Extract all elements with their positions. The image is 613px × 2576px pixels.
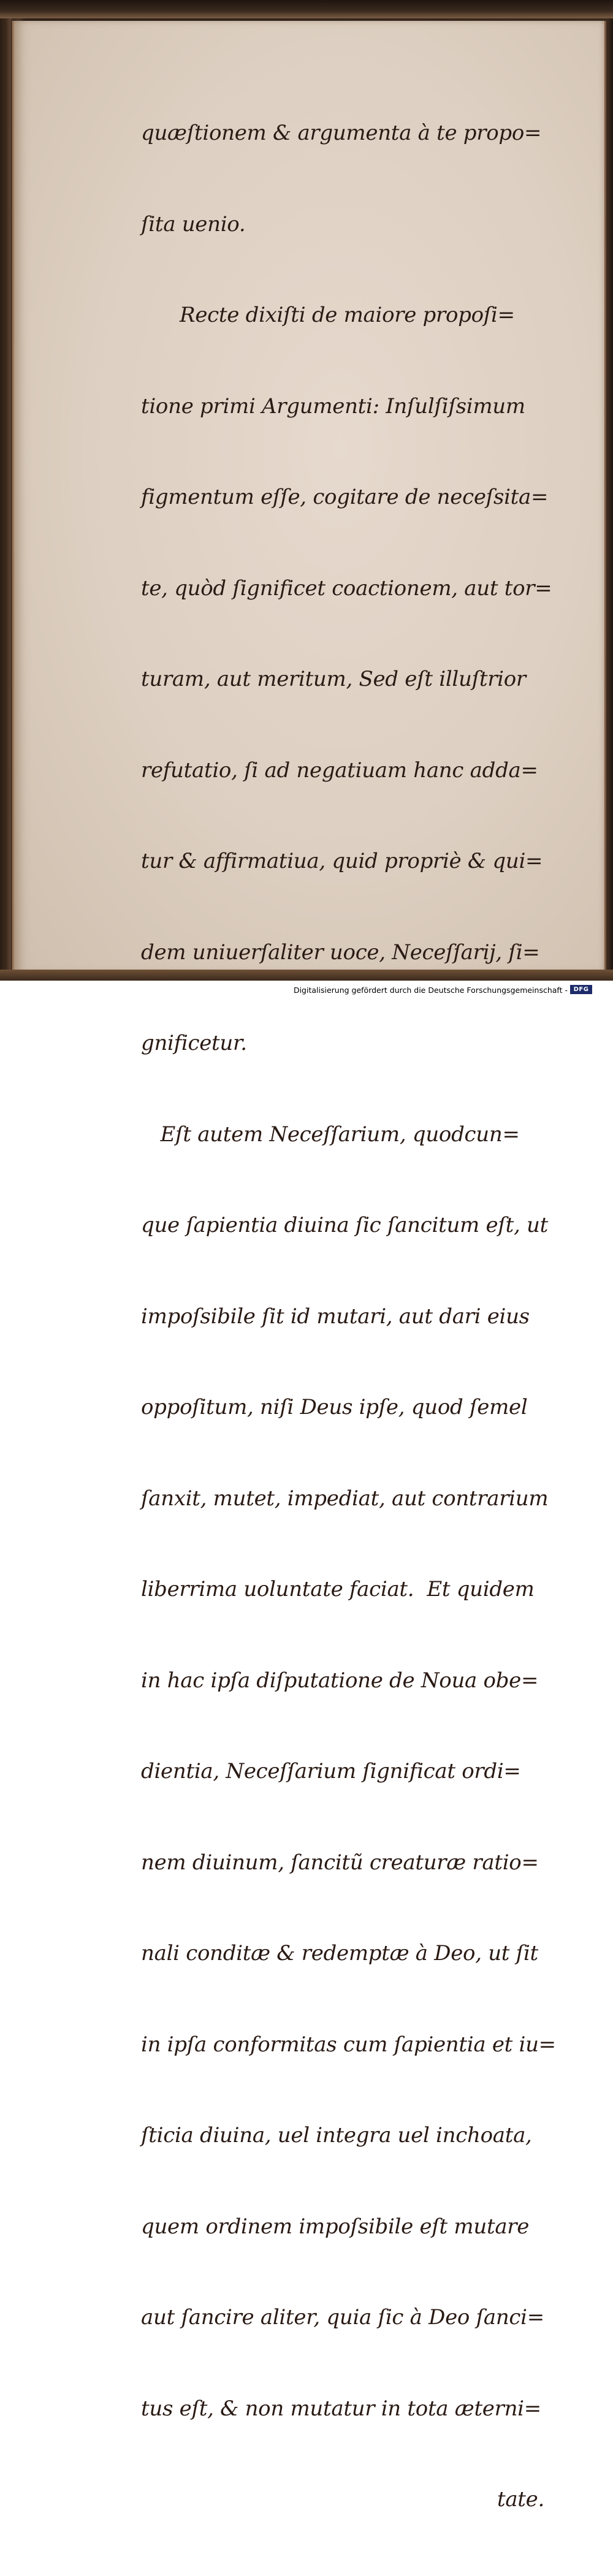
text-line: figmentum eſſe, cogitare de neceſsita= <box>141 485 549 509</box>
text-line: impoſsibile ſit id mutari, aut dari eius <box>141 1304 530 1329</box>
footer-bar <box>0 981 613 998</box>
text-line: in ipſa conformitas cum ſapientia et iu= <box>141 2032 556 2057</box>
text-line: nali conditæ & redemptæ à Deo, ut ſit <box>141 1941 538 1966</box>
text-line: Recte dixiſti de maiore propoſi= <box>141 303 515 327</box>
binding-top-edge <box>0 0 613 18</box>
text-line: quem ordinem impoſsibile eſt mutare <box>141 2214 530 2239</box>
text-line: nem diuinum, ſancitũ creaturæ ratio= <box>141 1850 539 1875</box>
text-line: que ſapientia diuina ſic ſancitum eſt, ut <box>141 1213 548 1237</box>
text-line: aut ſancire aliter, quia ſic à Deo ſanci= <box>141 2305 544 2330</box>
text-line: ſita uenio. <box>141 211 246 237</box>
body-text <box>141 58 576 2576</box>
text-line: te, quòd ſignificet coactionem, aut tor= <box>141 576 552 601</box>
text-line: refutatio, ſi ad negatiuam hanc adda= <box>141 758 538 783</box>
text-line: liberrima uoluntate faciat. Et quidem <box>141 1577 535 1601</box>
text-line: ſticia diuina, uel integra uel inchoata, <box>141 2123 532 2148</box>
text-line: oppoſitum, niſi Deus ipſe, quod ſemel <box>141 1395 528 1419</box>
text-line: dientia, Neceſſarium ſignificat ordi= <box>141 1759 521 1784</box>
text-line: tur & affirmatiua, quid propriè & qui= <box>141 849 543 873</box>
text-line: tus eſt, & non mutatur in tota æterni= <box>141 2396 541 2421</box>
text-line: quæſtionem & argumenta à te propo= <box>141 121 542 145</box>
text-line: turam, aut meritum, Sed eſt illuſtrior <box>141 667 526 691</box>
dfg-logo-icon: DFG <box>570 985 592 994</box>
text-line: dem uniuerſaliter uoce, Neceſſarij, ſi= <box>141 940 540 965</box>
text-line: tione primi Argumenti: Inſulſiſsimum <box>141 393 525 419</box>
page-edge <box>604 21 606 973</box>
text-line: in hac ipſa diſputatione de Noua obe= <box>141 1668 539 1693</box>
catchword: tate. <box>497 2487 544 2512</box>
funding-credit: Digitalisierung gefördert durch die Deutsche Forschungsgemeinschaft - <box>293 986 568 995</box>
text-line: gnificetur. <box>141 1031 247 1055</box>
text-line: ſanxit, mutet, impediat, aut contrarium <box>141 1486 549 1511</box>
text-line: Eſt autem Neceſſarium, quodcun= <box>141 1122 520 1147</box>
